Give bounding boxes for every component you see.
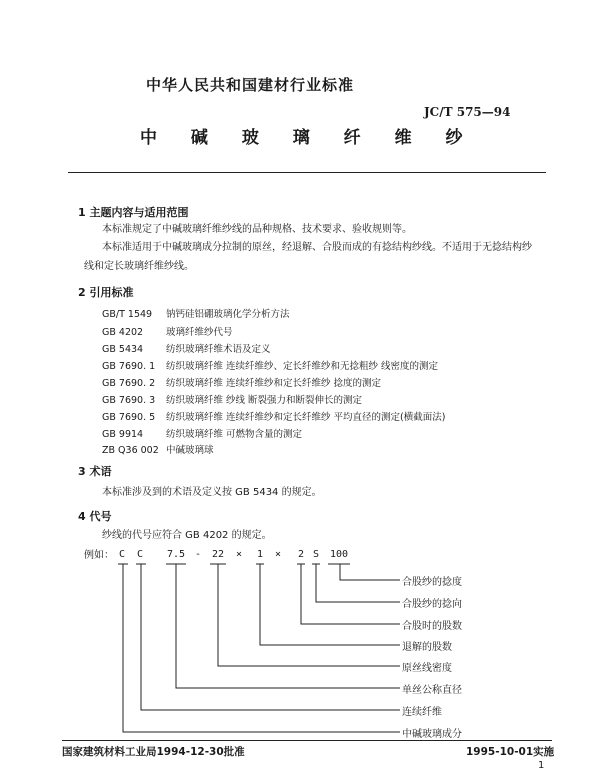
code-label: 合股时的股数: [402, 621, 462, 632]
section1-para1: 本标准规定了中碱玻璃纤维纱线的品种规格、技术要求、验收规则等。: [102, 224, 412, 235]
reference-title: 纺织玻璃纤维 可燃物含量的测定: [166, 429, 303, 440]
code-label: 连续纤维: [402, 707, 442, 718]
reference-title: 玻璃纤维纱代号: [166, 327, 233, 338]
code-label: 单丝公称直径: [402, 685, 462, 696]
code-part: 2: [298, 549, 305, 560]
reference-title: 纺织玻璃纤维 连续纤维纱、定长纤维纱和无捻粗纱 线密度的测定: [166, 361, 439, 372]
code-part: 7.5: [167, 549, 186, 560]
code-part: C: [137, 549, 144, 560]
section2-heading: 2 引用标准: [78, 286, 134, 299]
reference-number: GB 5434: [102, 344, 144, 355]
code-part: 22: [212, 549, 225, 560]
reference-title: 纺织玻璃纤维 连续纤维纱和定长纤维纱 平均直径的测定(横截面法): [166, 412, 446, 423]
section1-heading: 1 主题内容与适用范围: [78, 206, 189, 219]
document-title: 中 碱 玻 璃 纤 维 纱: [140, 128, 477, 148]
code-label: 合股纱的捻向: [402, 599, 462, 610]
reference-number: GB 7690. 5: [102, 412, 156, 423]
section1-para2-line1: 本标准适用于中碱玻璃成分拉制的原丝，经退解、合股而成的有捻结构纱线。不适用于无捻结构纱: [102, 242, 532, 253]
section4-heading: 4 代号: [78, 510, 112, 523]
page-number: 1: [538, 760, 545, 771]
industry-standard-title: 中华人民共和国建材行业标准: [146, 76, 355, 94]
reference-title: 钠钙硅铝硼玻璃化学分析方法: [166, 309, 290, 320]
reference-title: 中碱玻璃球: [166, 445, 214, 456]
code-label: 原丝线密度: [402, 663, 452, 674]
code-part: -: [195, 549, 202, 560]
code-label: 中碱玻璃成分: [402, 729, 462, 740]
reference-title: 纺织玻璃纤维 纱线 断裂强力和断裂伸长的测定: [166, 395, 363, 406]
implementation-date: 1995-10-01实施: [466, 746, 555, 758]
code-part: ×: [236, 549, 243, 560]
approval-date: 国家建筑材料工业局1994-12-30批准: [62, 746, 245, 758]
code-part: S: [313, 549, 320, 560]
section3-para: 本标准涉及到的术语及定义按 GB 5434 的规定。: [102, 487, 322, 498]
example-label: 例如：: [84, 550, 114, 561]
reference-number: GB 9914: [102, 429, 144, 440]
reference-title: 纺织玻璃纤维术语及定义: [166, 344, 271, 355]
reference-number: ZB Q36 002: [102, 445, 159, 456]
section1-para2-line2: 线和定长玻璃纤维纱线。: [84, 261, 194, 272]
code-part: 100: [330, 549, 349, 560]
reference-number: GB 7690. 3: [102, 395, 156, 406]
reference-number: GB 7690. 1: [102, 361, 156, 372]
reference-title: 纺织玻璃纤维 连续纤维纱和定长纤维纱 捻度的测定: [166, 378, 382, 389]
code-part: 1: [257, 549, 264, 560]
reference-number: GB/T 1549: [102, 309, 153, 320]
footer-divider: [62, 740, 552, 741]
code-part: C: [119, 549, 126, 560]
code-label: 退解的股数: [402, 642, 452, 653]
reference-number: GB 4202: [102, 327, 144, 338]
section3-heading: 3 术语: [78, 465, 112, 478]
code-label: 合股纱的捻度: [402, 577, 462, 588]
section4-para: 纱线的代号应符合 GB 4202 的规定。: [102, 530, 272, 541]
standard-code: JC/T 575—94: [424, 105, 511, 119]
reference-number: GB 7690. 2: [102, 378, 156, 389]
code-part: ×: [275, 549, 282, 560]
